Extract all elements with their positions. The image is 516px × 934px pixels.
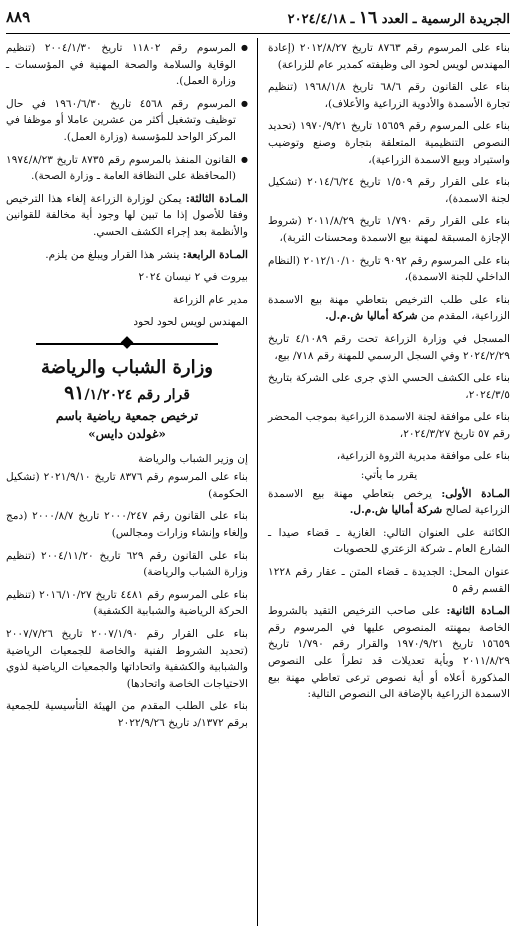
directorate-paragraph: بناء على موافقة مديرية الثروة الزراعية، [336, 450, 510, 463]
article-3-text: يمكن لوزارة الزراعة إلغاء هذا الترخيص وفقا للأصول إذا ما تبين لها وجود أية مخالفة للقوانين والأنظمة بعد إجراء الكشف الحسي. [6, 192, 248, 238]
legal-basis-paragraph: بناء على القرار رقم ١/٧٩٠ تاريخ ٢٠١١/٨/٢٩ (شروط الإجازة المسبقة لمهنة بيع الاسمدة ومحسنات التربة)، [268, 215, 510, 244]
page-header [6, 6, 510, 34]
article-2 [268, 603, 510, 703]
inspection-paragraph: بناء على الكشف الحسي الذي جرى على الشركة بتاريخ ٢٠٢٤/٣/٥، [268, 372, 510, 401]
committee-paragraph: بناء على موافقة لجنة الاسمدة الزراعية بموجب المحضر رقم ٥٧ تاريخ ٢٠٢٤/٣/٢٧، [268, 411, 510, 440]
legal-basis-paragraph: بناء على المرسوم رقم ٨٧٦٣ تاريخ ٢٠١٢/٨/٢٧ (إعادة المهندس لويس لحود الى وظيفته كمدير عام للزراعة) [268, 42, 510, 71]
company-name: شركة أماليا ش.م.ل. [325, 310, 418, 323]
article-4-label: المـادة الرابعة: [182, 248, 248, 261]
section-divider [6, 337, 248, 349]
association-name: «غولدن دايس» [88, 427, 166, 442]
decree-number: ٩١ [64, 381, 85, 404]
place-date: بيروت في ٢ نيسان ٢٠٢٤ [138, 271, 248, 284]
article-4-text: ينشر هذا القرار ويبلغ من يلزم. [45, 248, 180, 261]
article-1-text: يرخص بتعاطي مهنة بيع الاسمدة الزراعية لصالح [268, 487, 510, 517]
legal-basis-paragraph: بناء على القرار رقم ١/٥٠٩ تاريخ ٢٠١٤/٦/٢٤ (تشكيل لجنة الاسمدة)، [268, 176, 510, 205]
issue-number: ١٦ [358, 8, 378, 28]
article-4 [6, 247, 248, 264]
decides-line: يقرر ما يأتي: [360, 469, 418, 482]
registration-paragraph: المسجل في وزارة الزراعة تحت رقم ٤/١٠٨٩ تاريخ ٢٠٢٤/٢/٢٩ وفي السجل الرسمي للمهنة رقم ٧١٨/ بيع، [268, 332, 510, 362]
bullet-item: ● المرسوم رقم ١١٨٠٢ تاريخ ٢٠٠٤/١/٣٠ (تنظيم الوقاية والسلامة والصحة المهنية في المؤسسات ـ وزارة العمل). [6, 40, 248, 90]
legal-basis-paragraph: بناء على المرسوم رقم ١٥٦٥٩ تاريخ ١٩٧٠/٩/٢١ (تحديد النصوص التنظيمية المتعلقة بتجارة وصنع وتوضيب واستيراد وبيع الاسمدة الزراعية)، [268, 120, 510, 166]
column-divider [257, 38, 258, 926]
address-paragraph: الكائنة على العنوان التالي: الغازية ـ قضاء صيدا ـ الشارع العام ـ شركة الزعتري للحصويات [268, 526, 510, 556]
signer-title: مدير عام الزراعة [173, 293, 248, 306]
bullet-item: ● المرسوم رقم ٤٥٦٨ تاريخ ١٩٦٠/٦/٣٠ في حال توظيف وتشغيل أكثر من عشرين عاملا أو موظفا في المركز الواحد للمؤسسة (وزارة العمل). [6, 96, 248, 146]
article-1-label: المـادة الأولى: [441, 487, 510, 500]
decree-year: /١/٢٠٢٤ [84, 386, 133, 403]
legal-basis-paragraph: بناء على القانون رقم ٢٠٠٠/٢٤٧ تاريخ ٢٠٠٠/٨/٧ (دمج وإلغاء وإنشاء وزارات ومجالس) [6, 510, 248, 540]
gazette-title [288, 8, 510, 28]
page-number: ٨٨٩ [6, 8, 31, 26]
legal-basis-paragraph: بناء على القرار رقم ٢٠٠٧/١/٩٠ تاريخ ٢٠٠٧/٧/٢٦ (تحديد الشروط الفنية والخاصة للجمعيات الرياضية والشبابية والكشفية واتحاداتها والجمعيات الرياضية لذوي الاحتياجات الخاصة واتحادها) [6, 628, 248, 690]
header-rule [6, 33, 510, 34]
left-column [6, 40, 248, 738]
license-title: ترخيص جمعية رياضية باسم [55, 407, 199, 423]
shop-address-paragraph: عنوان المحل: الجديدة ـ قضاء المتن ـ عقار رقم ١٢٢٨ القسم رقم ٥ [268, 566, 510, 595]
legal-basis-paragraph: بناء على القانون رقم ٦٨/٦ تاريخ ١٩٦٨/١/٨ (تنظيم تجارة الأسمدة والأدوية الزراعية والأعلاف)، [268, 81, 510, 110]
signer-name: المهندس لويس لحود لحود [133, 316, 248, 329]
ministry-heading: وزارة الشباب والرياضة [41, 356, 213, 378]
article-1-company: شركة أماليا ش.م.ل. [349, 504, 443, 517]
legal-basis-paragraph: بناء على المرسوم رقم ٤٤٨١ تاريخ ٢٠١٦/١٠/٢٧ (تنظيم الحركة الرياضية والشبابية الكشفية) [6, 588, 248, 618]
request-text: بناء على طلب الترخيص بتعاطي مهنة بيع الاسمدة الزراعية، المقدم من [268, 293, 510, 323]
legal-basis-paragraph: بناء على المرسوم رقم ٨٣٧٦ تاريخ ٢٠٢١/٩/١٠ (تشكيل الحكومة) [6, 471, 248, 500]
legal-basis-paragraph: بناء على الطلب المقدم من الهيئة التأسيسية للجمعية برقم ١٣٧٢/د تاريخ ٢٠٢٢/٩/٢٦ [6, 700, 248, 729]
decree-prefix: قرار رقم [137, 386, 190, 403]
legal-basis-paragraph: بناء على القانون رقم ٦٢٩ تاريخ ٢٠٠٤/١١/٢٠ (تنظيم وزارة الشباب والرياضة) [6, 549, 248, 579]
issue-date: ـ ٢٠٢٤/٤/١٨ [287, 12, 355, 27]
decree-heading [6, 381, 248, 404]
article-1 [268, 486, 510, 519]
article-2-label: المـادة الثانية: [446, 605, 510, 618]
bullet-item: ● القانون المنفذ بالمرسوم رقم ٨٧٣٥ تاريخ ١٩٧٤/٨/٢٣ (المحافظة على النظافة العامة ـ وزارة الصحة). [6, 152, 248, 185]
request-paragraph [268, 292, 510, 325]
right-column [268, 40, 510, 709]
minister-line: إن وزير الشباب والرياضة [138, 452, 248, 465]
article-2-text: على صاحب الترخيص التقيد بالشروط الخاصة بمهنته المنصوص عليها في المرسوم رقم ١٥٦٥٩ تاريخ ١٩٧٠/٩/٢١ والقرار رقم ١/٧٩٠ تاريخ ٢٠١١/٨/٢٩ وبأية تعديلات قد تطرأ على النصوص المذكورة أعلاه أو أية نصوص ترعى تعاطي مهنة بيع الاسمدة الزراعية بالإضافة الى النصوص التالية: [268, 605, 510, 701]
article-3-label: المـادة الثالثة: [185, 192, 248, 205]
legal-basis-paragraph: بناء على المرسوم رقم ٩٠٩٢ تاريخ ٢٠١٢/١٠/١٠ (النظام الداخلي للجنة الاسمدة)، [268, 254, 510, 284]
gazette-title-prefix: الجريدة الرسمية ـ العدد [381, 12, 510, 27]
article-3 [6, 191, 248, 241]
